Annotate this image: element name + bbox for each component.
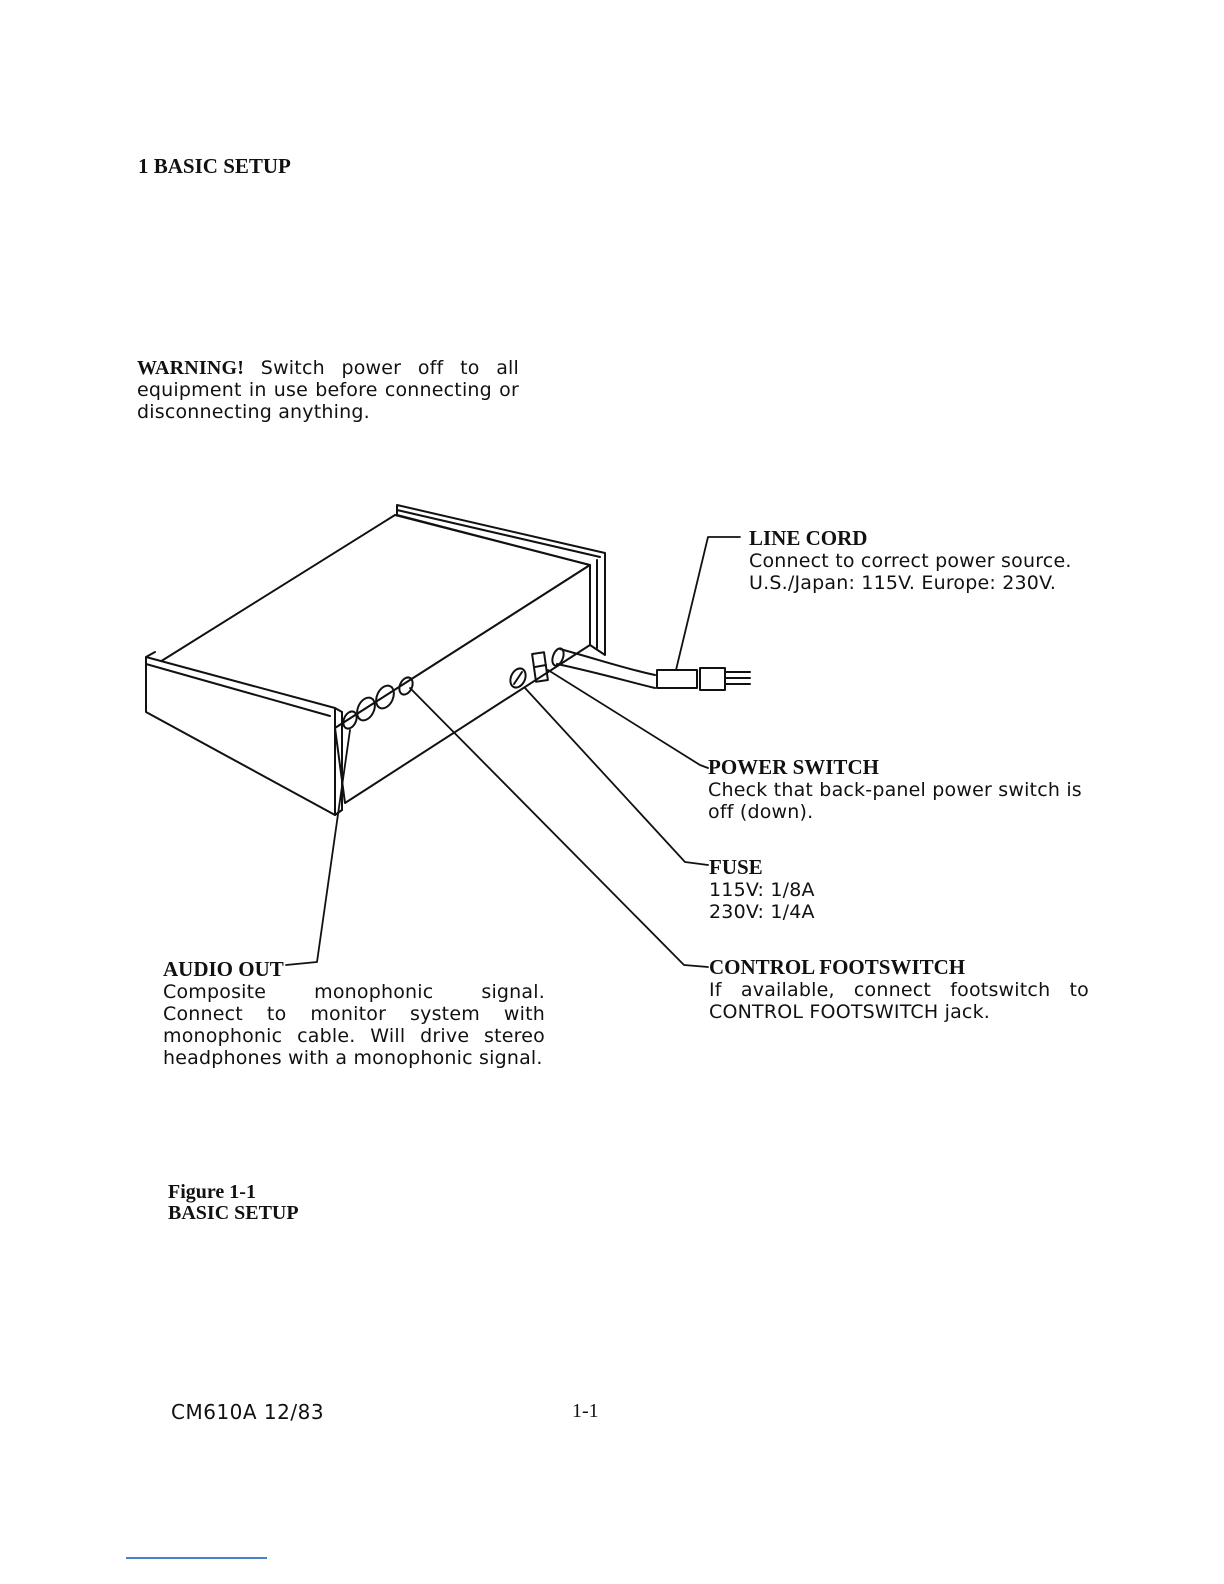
bottom-rule — [126, 1557, 267, 1559]
warning-text: Switch power off to all equipment in use before connecting or disconnecting anything. — [137, 357, 519, 423]
warning-notice — [137, 357, 519, 423]
footer-page-number: 1-1 — [572, 1400, 599, 1422]
audio-out-callout — [163, 957, 545, 1069]
line-cord-callout — [749, 526, 1129, 594]
warning-label: WARNING! — [137, 357, 245, 379]
figure-caption — [168, 1182, 299, 1224]
power-switch-title: POWER SWITCH — [708, 755, 879, 779]
fuse-callout — [709, 855, 1009, 923]
section-heading: 1 BASIC SETUP — [138, 154, 291, 178]
line-cord-line-2: U.S./Japan: 115V. Europe: 230V. — [749, 572, 1057, 594]
audio-out-title: AUDIO OUT — [163, 957, 284, 981]
line-cord-title: LINE CORD — [749, 526, 868, 550]
figure-number: Figure 1-1 — [168, 1181, 256, 1203]
line-cord-plug — [550, 647, 750, 690]
control-footswitch-text: If available, connect footswitch to CONTROL FOOTSWITCH jack. — [709, 979, 1089, 1023]
figure-title: BASIC SETUP — [168, 1202, 299, 1224]
audio-out-text: Composite monophonic signal. Connect to monitor system with monophonic cable. Will drive stereo headphones with a monophonic signal. — [163, 981, 545, 1069]
fuse-line-1: 115V: 1/8A — [709, 879, 815, 901]
fuse-title: FUSE — [709, 855, 763, 879]
line-cord-line-1: Connect to correct power source. — [749, 550, 1072, 572]
fuse-line-2: 230V: 1/4A — [709, 901, 815, 923]
control-footswitch-title: CONTROL FOOTSWITCH — [709, 955, 966, 979]
power-switch-callout — [708, 755, 1093, 823]
footer-model-date: CM610A 12/83 — [171, 1400, 325, 1424]
power-switch-text: Check that back-panel power switch is off (down). — [708, 779, 1082, 823]
control-footswitch-callout — [709, 955, 1089, 1023]
